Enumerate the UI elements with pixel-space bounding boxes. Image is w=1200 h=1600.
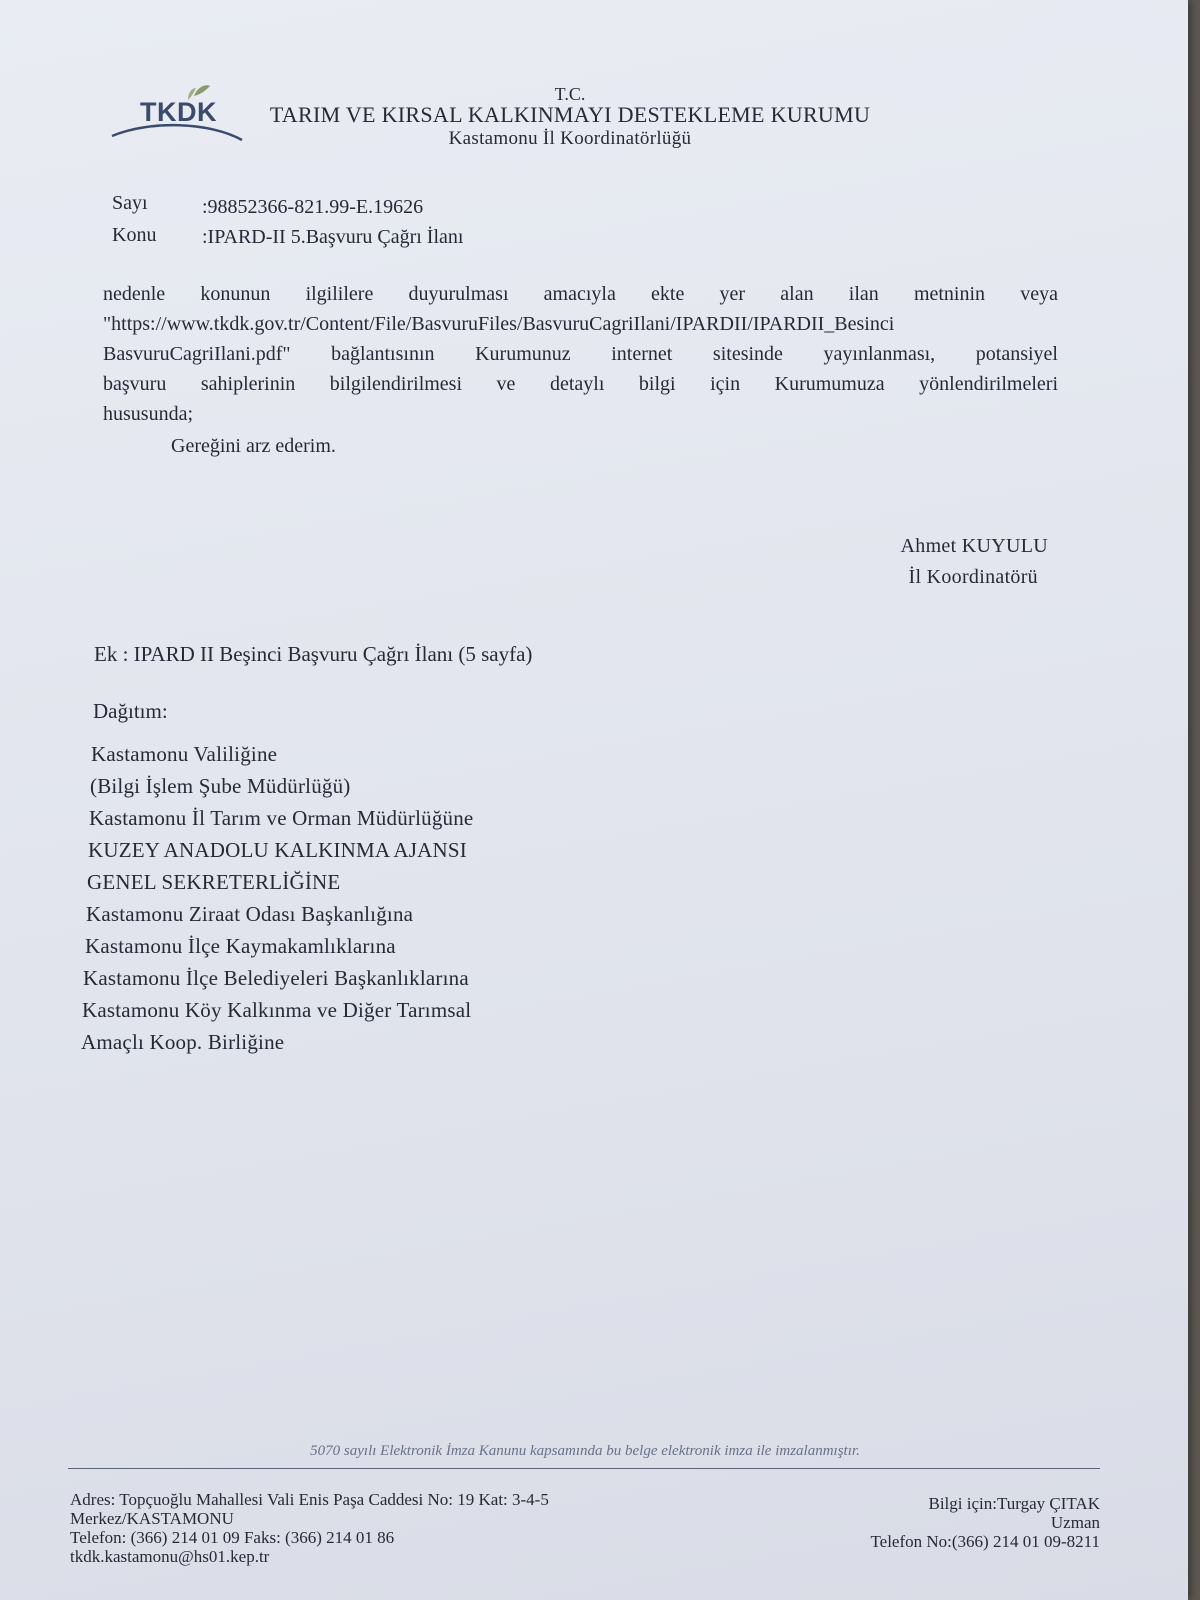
body-line: başvuru sahiplerinin bilgilendirilmesi ve detaylı bilgi için Kurumumuza yönlendirilmeleri [103, 373, 1058, 395]
footer-address-block [70, 1490, 549, 1566]
sayi-value: :98852366-821.99-E.19626 [202, 196, 424, 218]
contact-title: Uzman [1050, 1513, 1100, 1532]
distribution-item: Kastamonu İlçe Kaymakamlıklarına [85, 934, 396, 958]
distribution-item: Kastamonu Valiliğine [91, 742, 278, 766]
contact-name: Bilgi için:Turgay ÇITAK [928, 1494, 1100, 1513]
signatory-name: Ahmet KUYULU [900, 535, 1048, 557]
sayi-label: Sayı [112, 192, 148, 214]
address-line-2: Merkez/KASTAMONU [70, 1509, 234, 1528]
distribution-item: GENEL SEKRETERLİĞİNE [87, 870, 341, 894]
distribution-title: Dağıtım: [93, 699, 168, 723]
esignature-note: 5070 sayılı Elektronik İmza Kanunu kapsamında bu belge elektronik imza ile imzalanmıştır. [310, 1443, 860, 1459]
phone-fax: Telefon: (366) 214 01 09 Faks: (366) 214 01 86 [70, 1528, 395, 1547]
distribution-item: Kastamonu İl Tarım ve Orman Müdürlüğüne [89, 806, 474, 830]
distribution-item: Kastamonu Ziraat Odası Başkanlığına [86, 902, 414, 926]
footer-divider [68, 1468, 1100, 1469]
body-line: BasvuruCagriIlani.pdf" bağlantısının Kurumunuz internet sitesinde yayınlanması, potansiyel [103, 343, 1058, 365]
signatory-title: İl Koordinatörü [908, 566, 1038, 588]
address-line-1: Adres: Topçuoğlu Mahallesi Vali Enis Paşa Caddesi No: 19 Kat: 3-4-5 [70, 1490, 549, 1509]
tkdk-logo [110, 80, 250, 150]
distribution-item: KUZEY ANADOLU KALKINMA AJANSI [88, 838, 467, 862]
body-line: nedenle konunun ilgililere duyurulması amacıyla ekte yer alan ilan metninin veya [103, 283, 1058, 305]
konu-value: :IPARD-II 5.Başvuru Çağrı İlanı [202, 226, 464, 248]
attachment-line: Ek : IPARD II Beşinci Başvuru Çağrı İlanı (5 sayfa) [94, 642, 533, 666]
distribution-item: Kastamonu İlçe Belediyeleri Başkanlıklarına [83, 966, 469, 990]
body-paragraph [103, 279, 1058, 429]
distribution-item: Amaçlı Koop. Birliğine [81, 1030, 285, 1054]
body-line: hususunda; [103, 403, 193, 425]
contact-phone: Telefon No:(366) 214 01 09-8211 [870, 1532, 1100, 1551]
header-unit: Kastamonu İl Koordinatörlüğü [448, 128, 692, 149]
logo-text: TKDK [140, 97, 217, 127]
distribution-item: Kastamonu Köy Kalkınma ve Diğer Tarımsal [82, 998, 472, 1022]
email: tkdk.kastamonu@hs01.kep.tr [70, 1547, 270, 1566]
distribution-item: (Bilgi İşlem Şube Müdürlüğü) [90, 774, 351, 798]
konu-label: Konu [112, 224, 157, 246]
footer-contact-block [870, 1494, 1100, 1551]
header-tc: T.C. [554, 84, 586, 104]
closing-text: Gereğini arz ederim. [171, 435, 336, 457]
header-organization: TARIM VE KIRSAL KALKINMAYI DESTEKLEME KURUMU [269, 102, 871, 127]
body-line: "https://www.tkdk.gov.tr/Content/File/BasvuruFiles/BasvuruCagriIlani/IPARDII/IPARDII_Besinci [103, 313, 895, 335]
